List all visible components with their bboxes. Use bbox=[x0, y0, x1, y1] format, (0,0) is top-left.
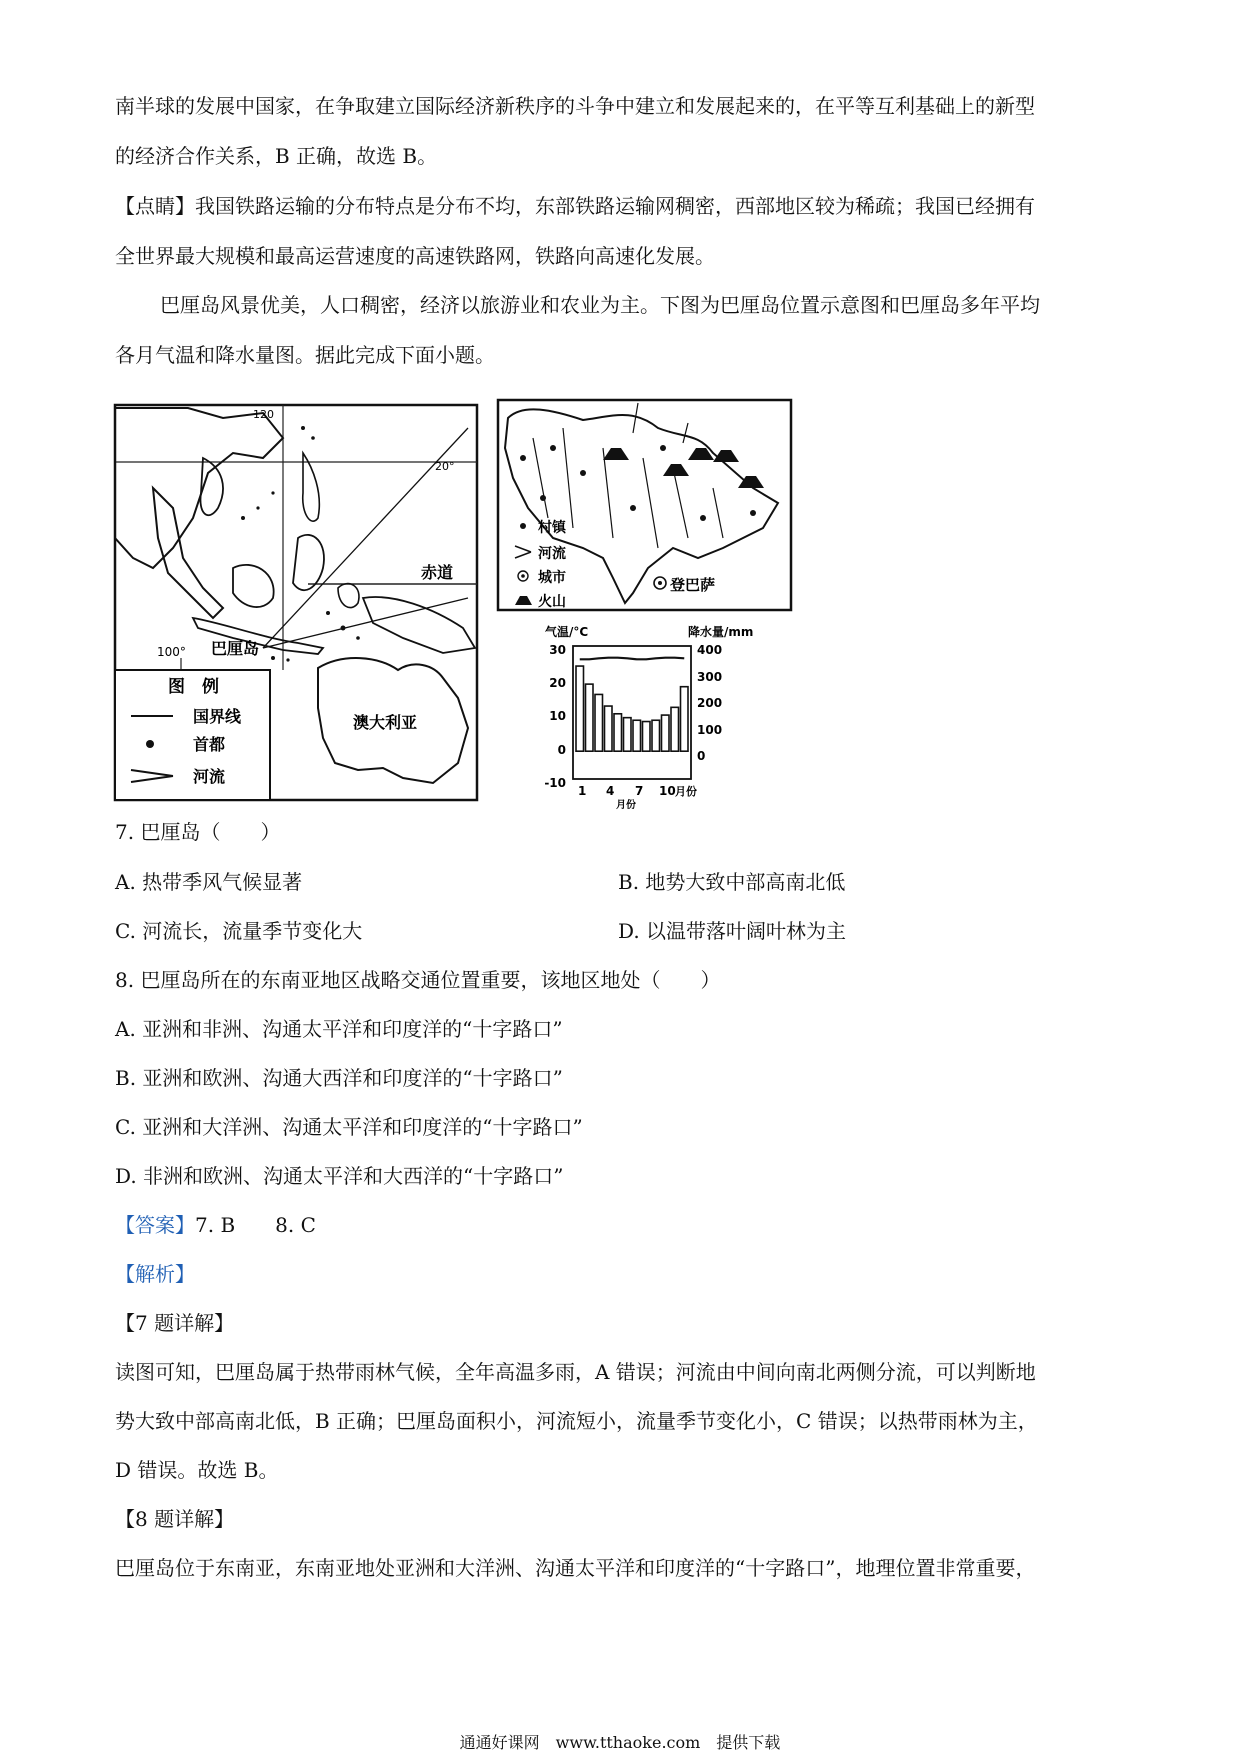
detail-line: D 错误。故选 B。 bbox=[115, 1458, 279, 1482]
paragraph-text: 我国铁路运输的分布特点是分布不均，东部铁路运输网稠密，西部地区较为稀疏；我国已经拥有 bbox=[195, 194, 1035, 218]
precip-axis-label: 降水量/mm bbox=[688, 625, 754, 639]
temp-axis-label: 气温/°C bbox=[545, 625, 589, 639]
paragraph-line: 南半球的发展中国家，在争取建立国际经济新秩序的斗争中建立和发展起来的，在平等互利基础上的新型 bbox=[115, 94, 1035, 118]
legend-river-label: 河流 bbox=[193, 767, 226, 786]
lon-100-label: 100° bbox=[157, 645, 186, 659]
q8-option-b[interactable]: B. 亚洲和欧洲、沟通大西洋和印度洋的“十字路口” bbox=[115, 1066, 563, 1090]
inset-volcano-label: 火山 bbox=[538, 594, 566, 610]
answer-value: 7. B 8. C bbox=[195, 1213, 316, 1237]
legend-border-label: 国界线 bbox=[193, 707, 242, 726]
q7-option-d[interactable]: D. 以温带落叶阔叶林为主 bbox=[618, 919, 847, 943]
q7-option-c[interactable]: C. 河流长，流量季节变化大 bbox=[115, 919, 363, 943]
month-tick: 7 bbox=[635, 784, 644, 798]
precip-bar bbox=[605, 706, 613, 751]
precip-bar bbox=[576, 666, 584, 751]
inset-river-label: 河流 bbox=[538, 546, 566, 562]
temp-tick: 20 bbox=[549, 676, 566, 690]
dianjing-tag: 【点睛】 bbox=[115, 194, 195, 218]
page-footer: 通通好课网 www.tthaoke.com 提供下载 bbox=[459, 1733, 781, 1752]
precip-bar bbox=[633, 720, 641, 751]
detail-line: 势大致中部高南北低，B 正确；巴厘岛面积小，河流短小，流量季节变化小，C 错误；以热带雨林为主， bbox=[115, 1409, 1038, 1433]
precip-tick: 300 bbox=[697, 670, 723, 684]
temp-tick: 30 bbox=[549, 643, 566, 657]
q8-option-a[interactable]: A. 亚洲和非洲、沟通太平洋和印度洋的“十字路口” bbox=[115, 1017, 563, 1041]
precip-tick: 100 bbox=[697, 723, 723, 737]
temperature-line bbox=[580, 658, 685, 660]
bali-label: 巴厘岛 bbox=[211, 639, 260, 658]
temp-tick: 10 bbox=[549, 709, 566, 723]
figure-svg bbox=[113, 398, 793, 813]
legend-title: 图 例 bbox=[168, 677, 219, 697]
question-7: 7. 巴厘岛（ ） bbox=[115, 820, 281, 844]
legend-capital-label: 首都 bbox=[193, 735, 226, 754]
month-unit: 月份 bbox=[675, 785, 697, 798]
question-8: 8. 巴厘岛所在的东南亚地区战略交通位置重要，该地区地处（ ） bbox=[115, 968, 721, 992]
lon-120-label: 120 bbox=[253, 408, 274, 421]
answer-tag: 【答案】 bbox=[115, 1213, 195, 1237]
q7-detail-heading: 【7 题详解】 bbox=[115, 1311, 235, 1335]
denpasar-label: 登巴萨 bbox=[670, 576, 716, 594]
capital-dot-symbol bbox=[146, 740, 154, 748]
month-tick: 1 bbox=[578, 784, 587, 798]
precip-bar bbox=[624, 718, 632, 752]
precip-tick: 400 bbox=[697, 643, 723, 657]
paragraph-line: 全世界最大规模和最高运营速度的高速铁路网，铁路向高速化发展。 bbox=[115, 244, 715, 268]
month-tick: 10 bbox=[659, 784, 676, 798]
lat-20-label: 20° bbox=[435, 460, 455, 473]
equator-label: 赤道 bbox=[421, 563, 454, 582]
precip-bar bbox=[614, 714, 622, 751]
australia-label: 澳大利亚 bbox=[353, 713, 418, 732]
dianjing-paragraph bbox=[115, 194, 1035, 218]
analysis-tag: 【解析】 bbox=[115, 1262, 195, 1286]
precip-bar bbox=[643, 722, 651, 752]
precip-tick: 0 bbox=[697, 749, 706, 763]
precip-bar bbox=[652, 720, 660, 751]
q8-option-c[interactable]: C. 亚洲和大洋洲、沟通太平洋和印度洋的“十字路口” bbox=[115, 1115, 583, 1139]
plot-frame bbox=[573, 646, 691, 779]
x-axis-label: 月份 bbox=[616, 800, 636, 811]
figure-bali-map-and-climate bbox=[113, 398, 793, 813]
q8-detail-heading: 【8 题详解】 bbox=[115, 1507, 235, 1531]
month-tick: 4 bbox=[606, 784, 615, 798]
paragraph-line: 的经济合作关系，B 正确，故选 B。 bbox=[115, 144, 438, 168]
precip-bar bbox=[662, 715, 670, 751]
q8-option-d[interactable]: D. 非洲和欧洲、沟通太平洋和大西洋的“十字路口” bbox=[115, 1164, 564, 1188]
temp-tick: 0 bbox=[557, 743, 566, 757]
precip-tick: 200 bbox=[697, 696, 723, 710]
q7-option-a[interactable]: A. 热带季风气候显著 bbox=[115, 870, 303, 894]
answer-line bbox=[115, 1213, 316, 1237]
inset-city-label: 城市 bbox=[538, 570, 566, 586]
temp-tick: -10 bbox=[544, 776, 566, 790]
q7-option-b[interactable]: B. 地势大致中部高南北低 bbox=[618, 870, 846, 894]
intro-line: 巴厘岛风景优美，人口稠密，经济以旅游业和农业为主。下图为巴厘岛位置示意图和巴厘岛多年平均 bbox=[160, 293, 1040, 317]
precip-bar bbox=[586, 684, 594, 751]
inset-town-label: 村镇 bbox=[538, 520, 566, 536]
climate-chart bbox=[544, 624, 753, 811]
precip-bar bbox=[681, 687, 689, 752]
precip-bar bbox=[671, 707, 679, 751]
intro-line: 各月气温和降水量图。据此完成下面小题。 bbox=[115, 343, 495, 367]
detail-line: 巴厘岛位于东南亚，东南亚地处亚洲和大洋洲、沟通太平洋和印度洋的“十字路口”，地理位置非常重要， bbox=[115, 1556, 1036, 1580]
precip-bar bbox=[595, 694, 603, 751]
detail-line: 读图可知，巴厘岛属于热带雨林气候，全年高温多雨，A 错误；河流由中间向南北两侧分流，可以判断地 bbox=[115, 1360, 1036, 1384]
